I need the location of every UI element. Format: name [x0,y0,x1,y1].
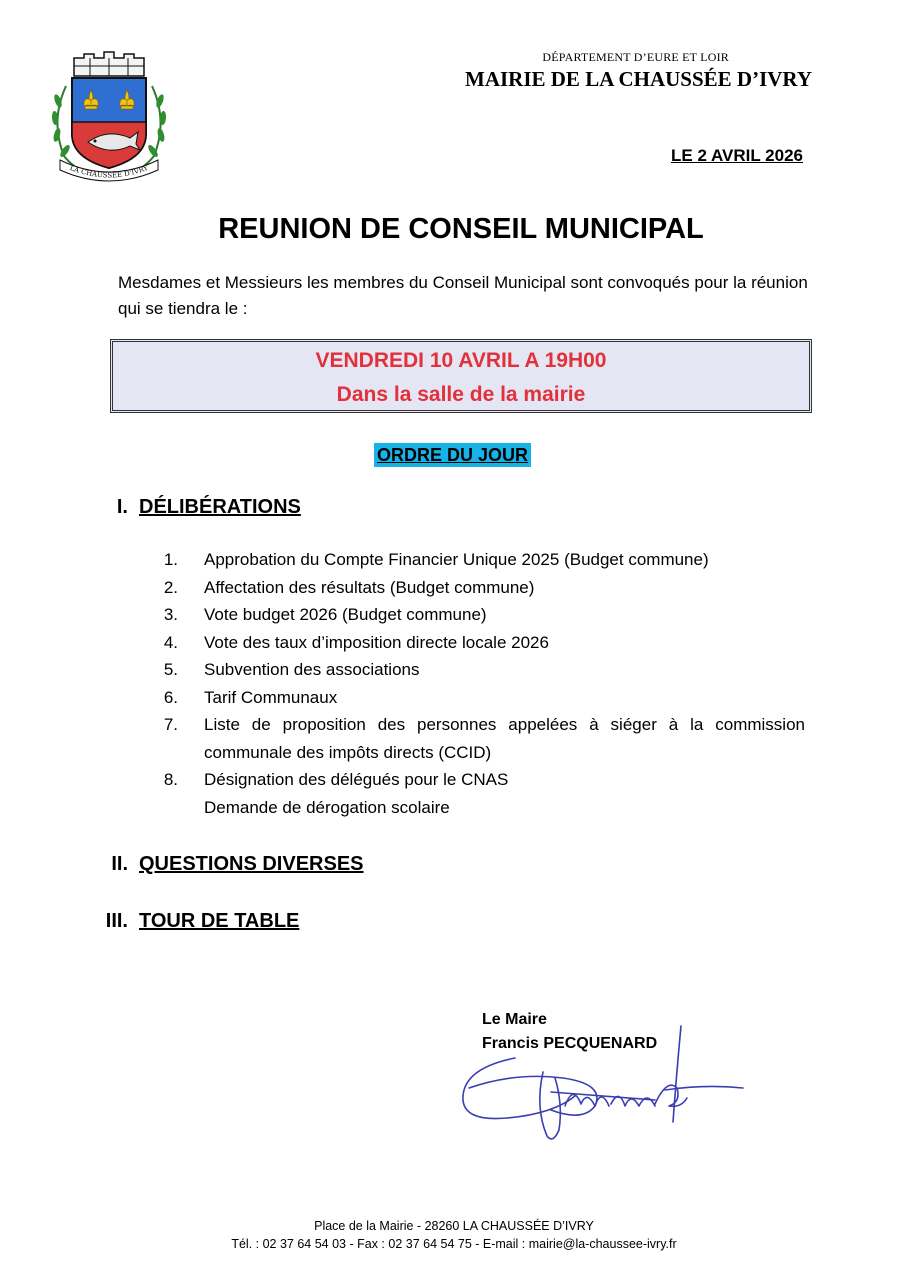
item-text: Tarif Communaux [204,687,338,707]
mayor-name: Francis PECQUENARD [482,1035,658,1052]
item-text: Subvention des associations [204,660,420,679]
item-number: 4. [163,632,178,652]
meeting-info-box [110,339,812,413]
deliberation-list [150,546,805,821]
item-number: 6. [163,687,178,707]
department-name: DÉPARTEMENT D’EURE ET LOIR [542,50,729,64]
list-item [150,629,805,657]
item-number: 1. [163,550,178,569]
item-text: Approbation du Compte Financier Unique 2025 (Budget commune) [204,550,709,569]
page-title: REUNION DE CONSEIL MUNICIPAL [218,213,704,245]
agenda-heading: ORDRE DU JOUR [374,443,531,467]
list-item [150,546,805,574]
item-text: Désignation des délégués pour le CNAS [204,770,509,789]
list-item [150,684,805,712]
item-number: 7. [163,715,178,734]
mairie-name: MAIRIE DE LA CHAUSSÉE D’IVRY [465,67,812,91]
mayor-title: Le Maire [482,1011,547,1028]
item-number: 3. [163,605,178,624]
meeting-date-time: VENDREDI 10 AVRIL A 19H00 [315,349,607,372]
list-item [150,601,805,629]
list-item [150,574,805,602]
item-number: 5. [163,660,178,679]
list-item [150,794,805,822]
list-item [150,711,805,766]
footer-contact: Tél. : 02 37 64 54 03 - Fax : 02 37 64 54 75 - E-mail : mairie@la-chaussee-ivry.fr [231,1237,677,1251]
list-item [150,656,805,684]
item-text: Liste de proposition des personnes appelées à siéger à la commission communale des impôts directs (CCID) [204,715,805,762]
meeting-location: Dans la salle de la mairie [336,383,586,406]
town-crest-logo [46,46,172,182]
item-text: Vote budget 2026 (Budget commune) [204,605,487,624]
footer-address: Place de la Mairie - 28260 LA CHAUSSÉE D’IVRY [314,1219,594,1233]
item-number: 8. [163,770,178,789]
item-text: Demande de dérogation scolaire [204,797,450,817]
section-label: TOUR DE TABLE [139,910,300,932]
item-text: Vote des taux d’imposition directe locale 2026 [204,632,549,652]
document-date: LE 2 AVRIL 2026 [671,146,803,165]
item-text: Affectation des résultats (Budget commune) [204,577,535,597]
section-number: III. [105,910,128,932]
intro-paragraph: Mesdames et Messieurs les membres du Conseil Municipal sont convoqués pour la réunion qui se tiendra le : [118,273,808,318]
section-label: QUESTIONS DIVERSES [139,853,364,875]
section-number: II. [111,853,128,875]
crest-motto: LA CHAUSSÉE D'IVRY [68,163,150,180]
item-number: 2. [163,577,178,597]
section-label: DÉLIBÉRATIONS [139,496,301,518]
list-item [150,766,805,794]
section-number: I. [116,496,128,518]
